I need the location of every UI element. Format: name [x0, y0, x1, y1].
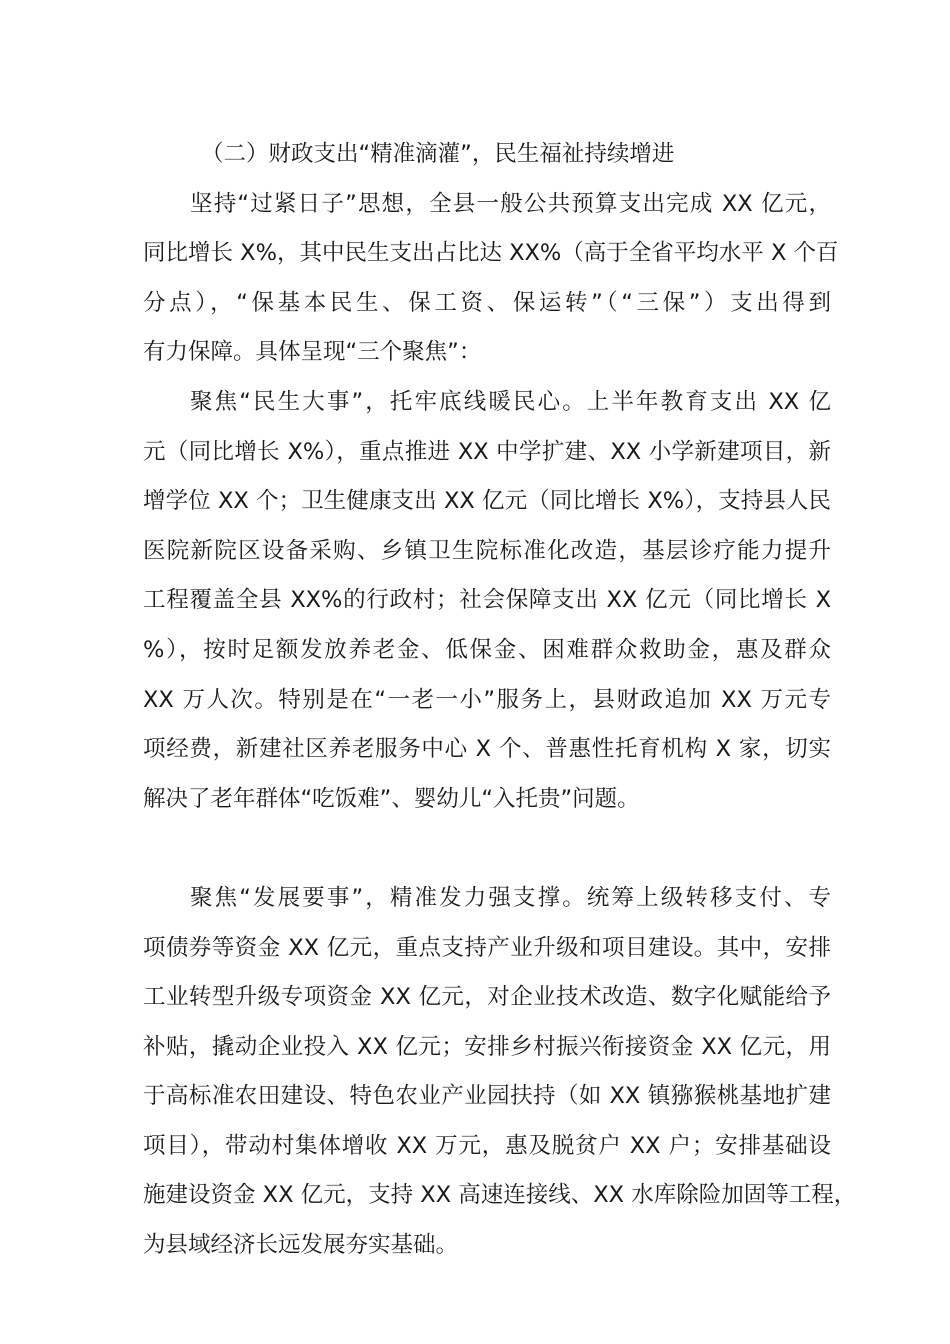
paragraph	[143, 378, 831, 824]
text-line: 于高标准农田建设、特色农业产业园扶持（如 XX 镇猕猴桃基地扩建	[143, 1083, 831, 1110]
text-line: 医院新院区设备采购、乡镇卫生院标准化改造，基层诊疗能力提升	[143, 537, 831, 564]
text-line: 坚持“过紧日子”思想，全县一般公共预算支出完成 XX 亿元，	[190, 190, 831, 217]
document-body	[143, 130, 857, 1271]
paragraphs	[143, 180, 857, 1271]
text-line: 聚焦“民生大事”，托牢底线暖民心。上半年教育支出 XX 亿	[190, 388, 831, 415]
text-line: 增学位 XX 个；卫生健康支出 XX 亿元（同比增长 X%），支持县人民	[143, 488, 831, 515]
text-line: 聚焦“发展要事”，精准发力强支撑。统筹上级转移支付、专	[190, 884, 831, 911]
text-line: 施建设资金 XX 亿元，支持 XX 高速连接线、XX 水库除险加固等工程，	[143, 1182, 857, 1209]
text-line: 解决了老年群体“吃饭难”、婴幼儿“入托贵”问题。	[143, 785, 640, 812]
text-line: 项债券等资金 XX 亿元，重点支持产业升级和项目建设。其中，安排	[143, 934, 831, 961]
text-line: XX 万人次。特别是在“一老一小”服务上，县财政追加 XX 万元专	[143, 686, 831, 713]
text-line: 工业转型升级专项资金 XX 亿元，对企业技术改造、数字化赋能给予	[143, 984, 831, 1011]
section-heading: （二）财政支出“精准滴灌”，民生福祉持续增进	[201, 141, 675, 167]
text-line: 补贴，撬动企业投入 XX 亿元；安排乡村振兴衔接资金 XX 亿元，用	[143, 1033, 831, 1060]
text-line: 有力保障。具体呈现“三个聚焦”：	[143, 339, 482, 366]
paragraph	[143, 874, 857, 1271]
text-line: %），按时足额发放养老金、低保金、困难群众救助金，惠及群众	[143, 636, 831, 663]
text-line: 同比增长 X%，其中民生支出占比达 XX%（高于全省平均水平 X 个百	[143, 240, 839, 267]
text-line: 为县域经济长远发展夯实基础。	[143, 1232, 459, 1259]
paragraph	[143, 180, 839, 378]
text-line: 项目），带动村集体增收 XX 万元，惠及脱贫户 XX 户；安排基础设	[143, 1132, 831, 1159]
text-line: 项经费，新建社区养老服务中心 X 个、普惠性托育机构 X 家，切实	[143, 736, 831, 763]
text-line: 工程覆盖全县 XX%的行政村；社会保障支出 XX 亿元（同比增长 X	[143, 587, 831, 614]
text-line: 元（同比增长 X%），重点推进 XX 中学扩建、XX 小学新建项目，新	[143, 438, 831, 465]
text-line: 分点），“保基本民生、保工资、保运转”（“三保”）支出得到	[143, 289, 831, 316]
